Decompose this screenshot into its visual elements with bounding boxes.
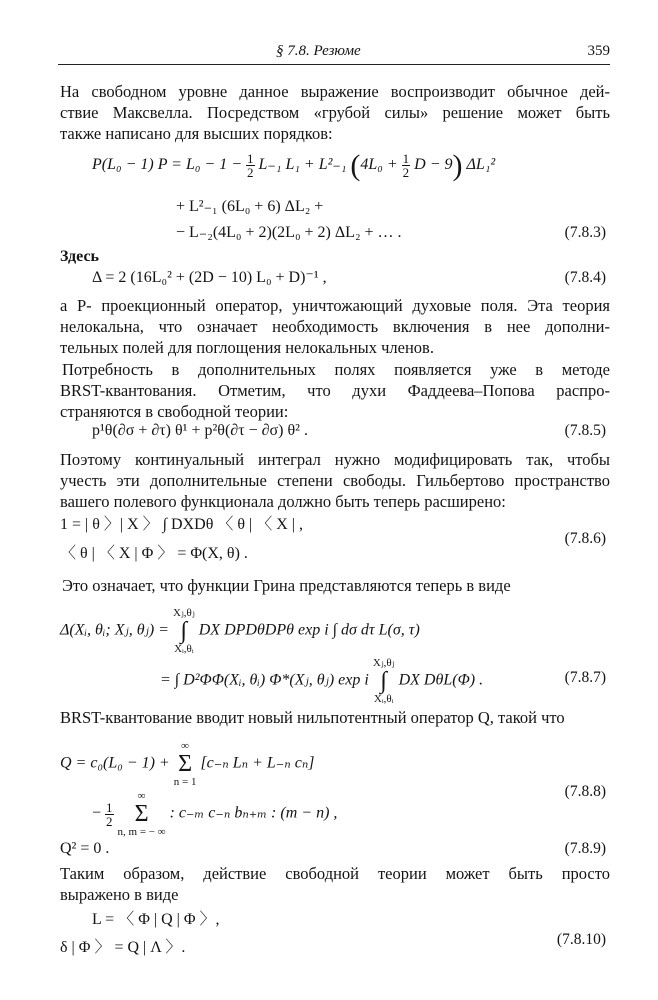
equation-7-8-6-line-2: 〈 θ | 〈 X | Φ 〉 = Φ(X, θ) . — [60, 545, 248, 562]
text-line: страняются в свободной теории: — [60, 402, 289, 421]
text-line: выражено в виде — [60, 885, 179, 904]
equation-7-8-10-line-1: L = 〈 Φ | Q | Φ 〉, — [92, 911, 220, 928]
upper-limit: Xⱼ,θⱼ — [172, 607, 195, 619]
upper-limit: Xⱼ,θⱼ — [372, 657, 395, 669]
text-line: вашего полевого функционала должно быть теперь расширено: — [60, 492, 506, 511]
paragraph-2 — [60, 295, 610, 358]
equation-number: (7.8.4) — [564, 269, 606, 286]
text-line: а P- проекционный оператор, уничтожающий духовые поля. Эта теория — [60, 296, 610, 315]
fraction-numerator: 1 — [402, 151, 410, 166]
text-line: учесть эти дополнительные степени свободы. Гильбертово пространство — [60, 471, 610, 490]
paragraph-4 — [60, 449, 610, 512]
running-header — [58, 40, 610, 65]
text-line: тельных полей для поглощения нелокальных членов. — [60, 338, 434, 357]
equation-7-8-3-line-1 — [92, 149, 496, 183]
equation-number: (7.8.7) — [564, 669, 606, 686]
paragraph-5 — [60, 575, 610, 596]
page-number: 359 — [587, 43, 610, 59]
word-here: Здесь — [60, 248, 99, 265]
eq-part: : c₋ₘ c₋ₙ bₙ₊ₘ : (m − n) , — [169, 804, 338, 822]
equation-number: (7.8.8) — [564, 783, 606, 800]
integral-with-limits — [173, 607, 195, 655]
sum-sign: Σ — [134, 801, 149, 827]
lower-limit: Xᵢ,θᵢ — [373, 693, 394, 705]
equation-7-8-7-line-1 — [60, 607, 420, 655]
equation-7-8-8-line-2 — [92, 790, 337, 838]
equation-7-8-6-line-1: 1 = | θ 〉| X 〉 ∫ DXDθ 〈 θ | 〈 X | , — [60, 516, 303, 533]
lower-limit: n, m = − ∞ — [117, 826, 166, 838]
text-line: Это означает, что функции Грина представляются теперь в виде — [62, 576, 511, 595]
text-line: ствие Максвелла. Посредством «грубой силы» решение может быть — [60, 103, 610, 122]
eq-part: D − 9 — [414, 156, 453, 174]
fraction-denominator: 2 — [106, 813, 113, 829]
equation-7-8-9: Q² = 0 . — [60, 840, 110, 857]
sum-with-limits — [174, 740, 197, 788]
equation-7-8-3-line-2: + L²₋₁ (6L₀ + 6) ΔL₂ + — [176, 198, 324, 215]
equation-number: (7.8.9) — [564, 840, 606, 857]
eq-part: Q = c₀(L₀ − 1) + — [60, 754, 170, 772]
upper-limit: ∞ — [137, 790, 146, 802]
lower-limit: n = 1 — [173, 776, 197, 788]
eq-part: L₋₁ L₁ + L²₋₁ — [258, 156, 347, 174]
text-line: BRST-квантование вводит новый нильпотентный оператор Q, такой что — [60, 708, 565, 727]
equation-7-8-8-line-1 — [60, 740, 315, 788]
text-line: Поэтому континуальный интеграл нужно модифицировать так, чтобы — [60, 450, 610, 469]
text-line: BRST-квантования. Отметим, что духи Фаддеева–Попова распро- — [60, 381, 610, 400]
eq-part: − — [92, 804, 102, 822]
eq-part: DX DθL(Φ) . — [398, 671, 484, 689]
eq-part: [c₋ₙ Lₙ + L₋ₙ cₙ] — [200, 754, 315, 772]
integral-with-limits — [373, 657, 395, 705]
lower-limit: Xᵢ,θᵢ — [174, 643, 194, 655]
fraction-numerator: 1 — [106, 799, 113, 815]
eq-part: ΔL₁² — [466, 156, 496, 174]
right-paren: ) — [452, 149, 463, 183]
sum-sign: Σ — [178, 751, 193, 777]
equation-number: (7.8.10) — [556, 931, 606, 948]
fraction-denominator: 2 — [402, 165, 410, 180]
fraction-half — [105, 801, 114, 828]
text-line: Потребность в дополнительных полях появляется уже в методе — [62, 360, 610, 379]
upper-limit: ∞ — [181, 740, 190, 752]
equation-7-8-4: Δ = 2 (16L₀² + (2D − 10) L₀ + D)⁻¹ , — [92, 269, 327, 286]
text-line: также написано для высших порядков: — [60, 124, 333, 143]
fraction-half — [246, 152, 255, 179]
equation-number: (7.8.5) — [564, 422, 606, 439]
equation-7-8-7-line-2 — [160, 657, 483, 705]
fraction-numerator: 1 — [247, 151, 254, 166]
equation-number: (7.8.3) — [564, 224, 606, 241]
paragraph-7 — [60, 863, 610, 905]
integral-sign: ∫ — [180, 618, 188, 644]
text-line: Таким образом, действие свободной теории может быть просто — [60, 864, 610, 883]
eq-part: P(L₀ − 1) P = L₀ − 1 − — [92, 156, 243, 174]
paragraph-3 — [60, 359, 610, 422]
eq-part: 4L₀ + — [360, 156, 398, 174]
fraction-denominator: 2 — [247, 165, 254, 180]
text-line: На свободном уровне данное выражение воспроизводит обычное дей- — [60, 82, 610, 101]
text-line: нелокальна, что означает необходимость включения в нее дополни- — [60, 317, 610, 336]
paragraph-1 — [60, 81, 610, 144]
eq-part: = ∫ D²ΦΦ(Xᵢ, θᵢ) Φ*(Xⱼ, θⱼ) exp i — [160, 671, 369, 689]
section-title: § 7.8. Резюме — [276, 43, 361, 59]
sum-with-limits — [118, 790, 166, 838]
eq-part: Δ(Xᵢ, θᵢ; Xⱼ, θⱼ) = — [60, 621, 169, 639]
integral-sign: ∫ — [380, 668, 387, 694]
equation-7-8-10-line-2: δ | Φ 〉 = Q | Λ 〉. — [60, 939, 186, 956]
paragraph-6 — [60, 707, 610, 728]
fraction-half — [402, 152, 411, 179]
equation-7-8-3-line-3: − L₋₂(4L₀ + 2)(2L₀ + 2) ΔL₂ + … . — [176, 224, 402, 241]
eq-part: DX DPDθDPθ exp i ∫ dσ dτ L(σ, τ) — [198, 621, 420, 639]
equation-number: (7.8.6) — [564, 530, 606, 547]
equation-7-8-5: p¹θ(∂σ + ∂τ) θ¹ + p²θ(∂τ − ∂σ) θ² . — [92, 422, 308, 439]
left-paren: ( — [350, 149, 361, 183]
